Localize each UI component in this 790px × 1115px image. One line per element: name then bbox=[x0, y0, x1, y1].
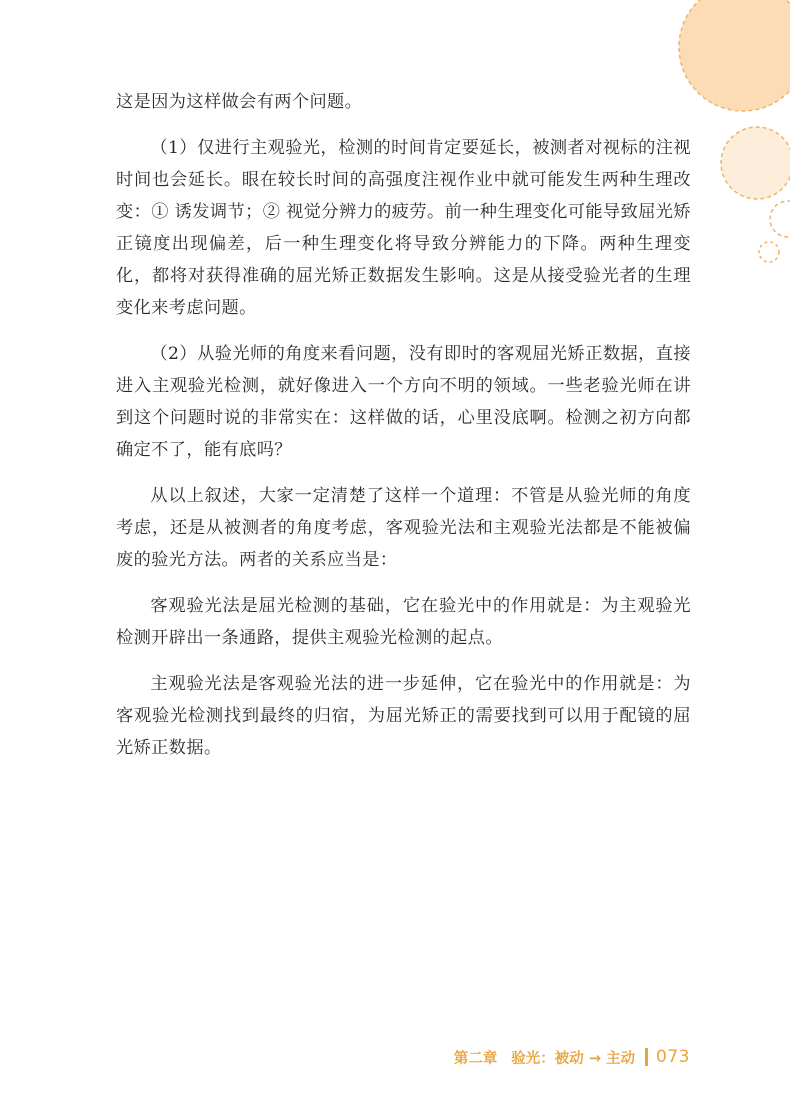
tiny-circle-decoration bbox=[759, 242, 779, 262]
medium-circle-decoration bbox=[721, 127, 790, 199]
body-text bbox=[116, 86, 691, 778]
paragraph-5: 客观验光法是屈光检测的基础，它在验光中的作用就是：为主观验光检测开辟出一条通路，提供主观验光检测的起点。 bbox=[116, 596, 691, 648]
small-circle-decoration bbox=[770, 201, 790, 237]
paragraph-4: 从以上叙述，大家一定清楚了这样一个道理：不管是从验光师的角度考虑，还是从被测者的角度考虑，客观验光法和主观验光法都是不能被偏废的验光方法。两者的关系应当是： bbox=[116, 486, 691, 570]
page-number: 073 bbox=[656, 1047, 690, 1067]
paragraph-2: （1）仅进行主观验光，检测的时间肯定要延长，被测者对视标的注视时间也会延长。眼在较长时间的高强度注视作业中就可能发生两种生理改变：① 诱发调节；② 视觉分辨力的疲劳。前一种生理变化可能导致屈光矫正镜度出现偏差，后一种生理变化将导致分辨能力的下降。两种生理变化，都将对获得准确的屈光矫正数据发生影响。这是从接受验光者的生理变化来考虑问题。 bbox=[116, 138, 691, 318]
footer-divider bbox=[645, 1048, 648, 1066]
large-circle-decoration bbox=[679, 0, 790, 111]
paragraph-1: 这是因为这样做会有两个问题。 bbox=[116, 92, 363, 112]
paragraph-3: （2）从验光师的角度来看问题，没有即时的客观屈光矫正数据，直接进入主观验光检测，就好像进入一个方向不明的领域。一些老验光师在讲到这个问题时说的非常实在：这样做的话，心里没底啊。检测之初方向都确定不了，能有底吗？ bbox=[116, 344, 691, 460]
chapter-title: 验光：被动 → 主动 bbox=[511, 1050, 636, 1067]
paragraph-6: 主观验光法是客观验光法的进一步延伸，它在验光中的作用就是：为客观验光检测找到最终的归宿，为屈光矫正的需要找到可以用于配镜的屈光矫正数据。 bbox=[116, 674, 691, 758]
page-footer bbox=[420, 1042, 690, 1072]
chapter-label: 第二章 bbox=[453, 1050, 498, 1067]
